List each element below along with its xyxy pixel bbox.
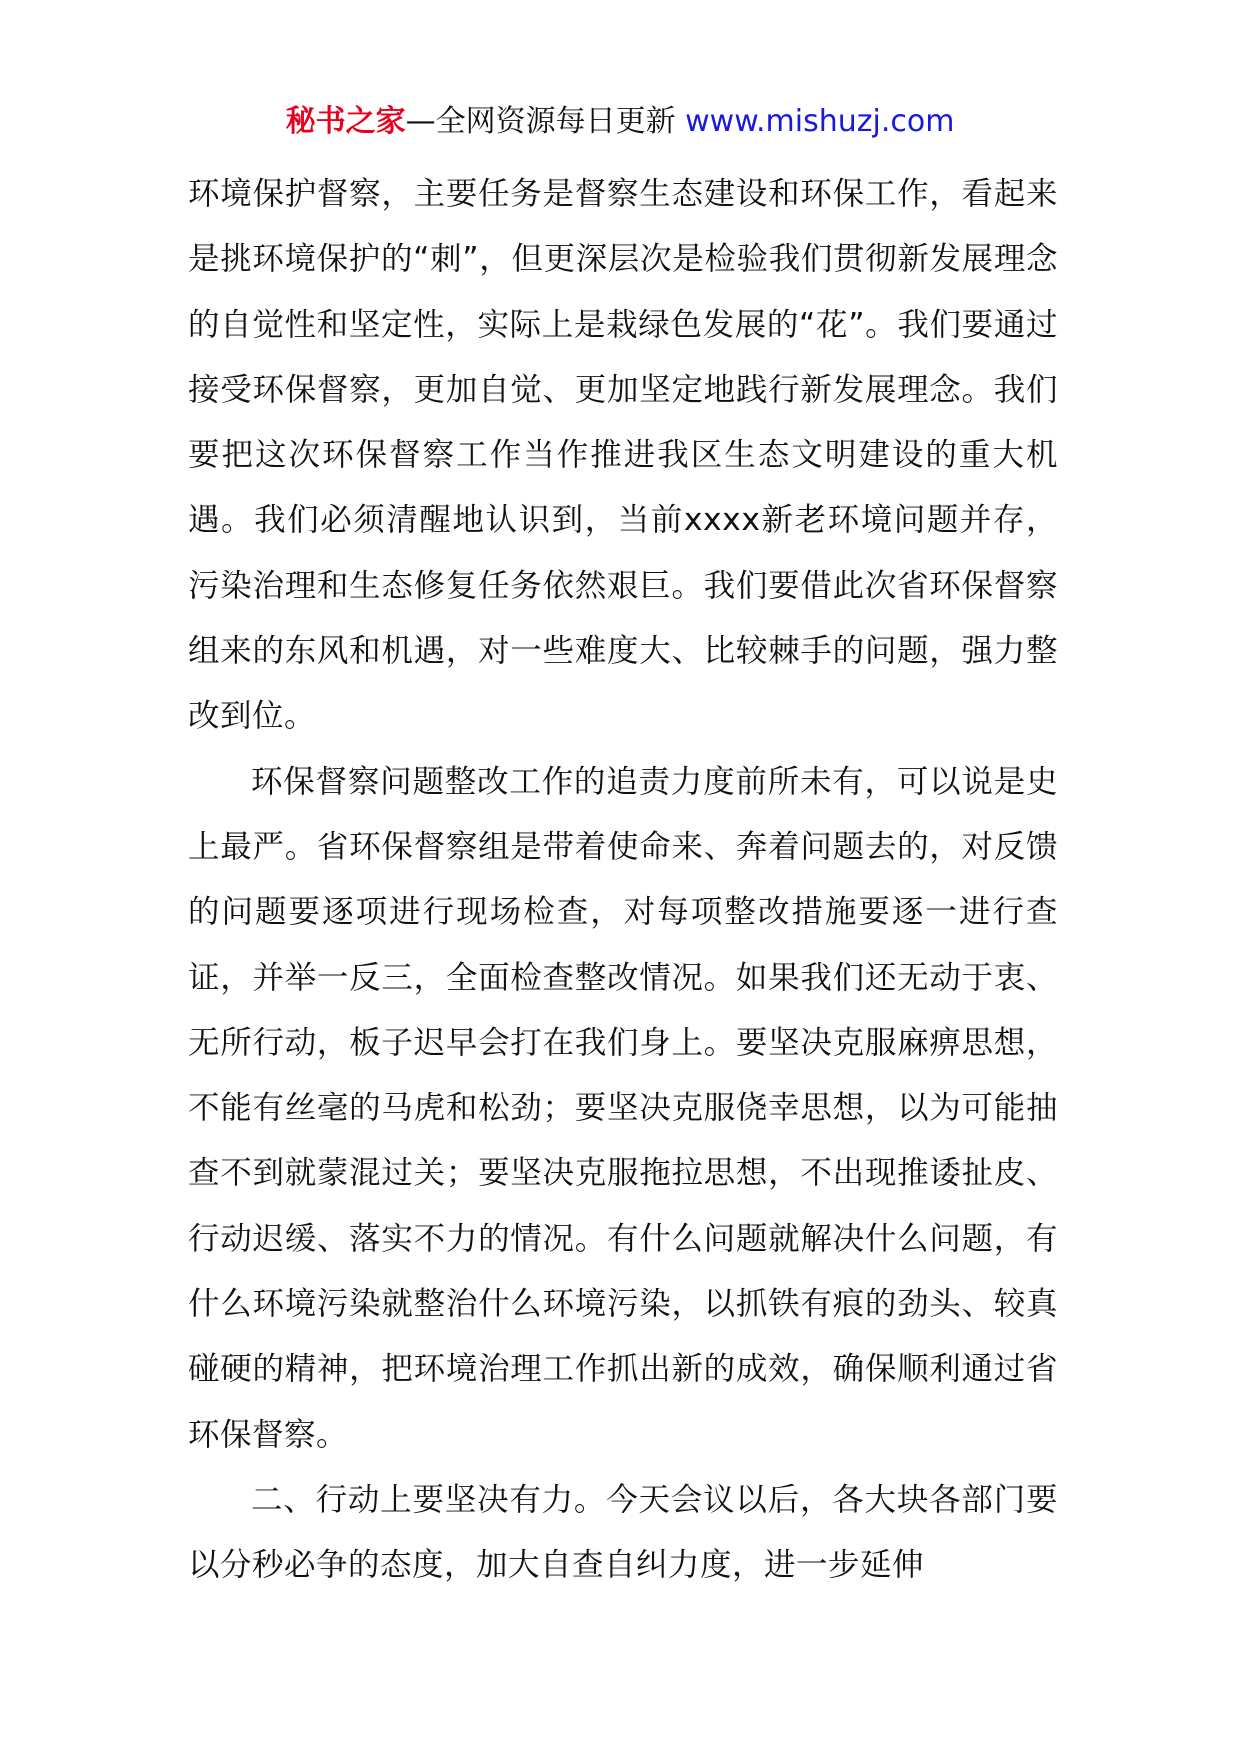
site-brand: 秘书之家 xyxy=(285,104,406,139)
site-header xyxy=(0,100,1240,144)
paragraph-section-heading: 二、行动上要坚决有力。今天会议以后，各大块各部门要以分秒必争的态度，加大自查自纠力度，进一步延伸 xyxy=(188,1481,1058,1584)
site-tagline: —全网资源每日更新 xyxy=(405,104,676,139)
paragraph: 环保督察问题整改工作的追责力度前所未有，可以说是史上最严。省环保督察组是带着使命来、奔着问题去的，对反馈的问题要逐项进行现场检查，对每项整改措施要逐一进行查证，并举一反三，全面检查整改情况。如果我们还无动于衷、无所行动，板子迟早会打在我们身上。要坚决克服麻痹思想，不能有丝毫的马虎和松劲；要坚决克服侥幸思想，以为可能抽查不到就蒙混过关；要坚决克服拖拉思想，不出现推诿扯皮、行动迟缓、落实不力的情况。有什么问题就解决什么问题，有什么环境污染就整治什么环境污染，以抓铁有痕的劲头、较真碰硬的精神，把环境治理工作抓出新的成效，确保顺利通过省环保督察。 xyxy=(188,763,1058,1453)
site-url-link[interactable]: www.mishuzj.com xyxy=(685,104,955,139)
document-body xyxy=(188,162,1058,1599)
paragraph-continued: 环境保护督察，主要任务是督察生态建设和环保工作，看起来是挑环境保护的“刺”，但更深层次是检验我们贯彻新发展理念的自觉性和坚定性，实际上是栽绿色发展的“花”。我们要通过接受环保督察，更加自觉、更加坚定地践行新发展理念。我们要把这次环保督察工作当作推进我区生态文明建设的重大机遇。我们必须清醒地认识到，当前xxxx新老环境问题并存，污染治理和生态修复任务依然艰巨。我们要借此次省环保督察组来的东风和机遇，对一些难度大、比较棘手的问题，强力整改到位。 xyxy=(188,176,1058,735)
